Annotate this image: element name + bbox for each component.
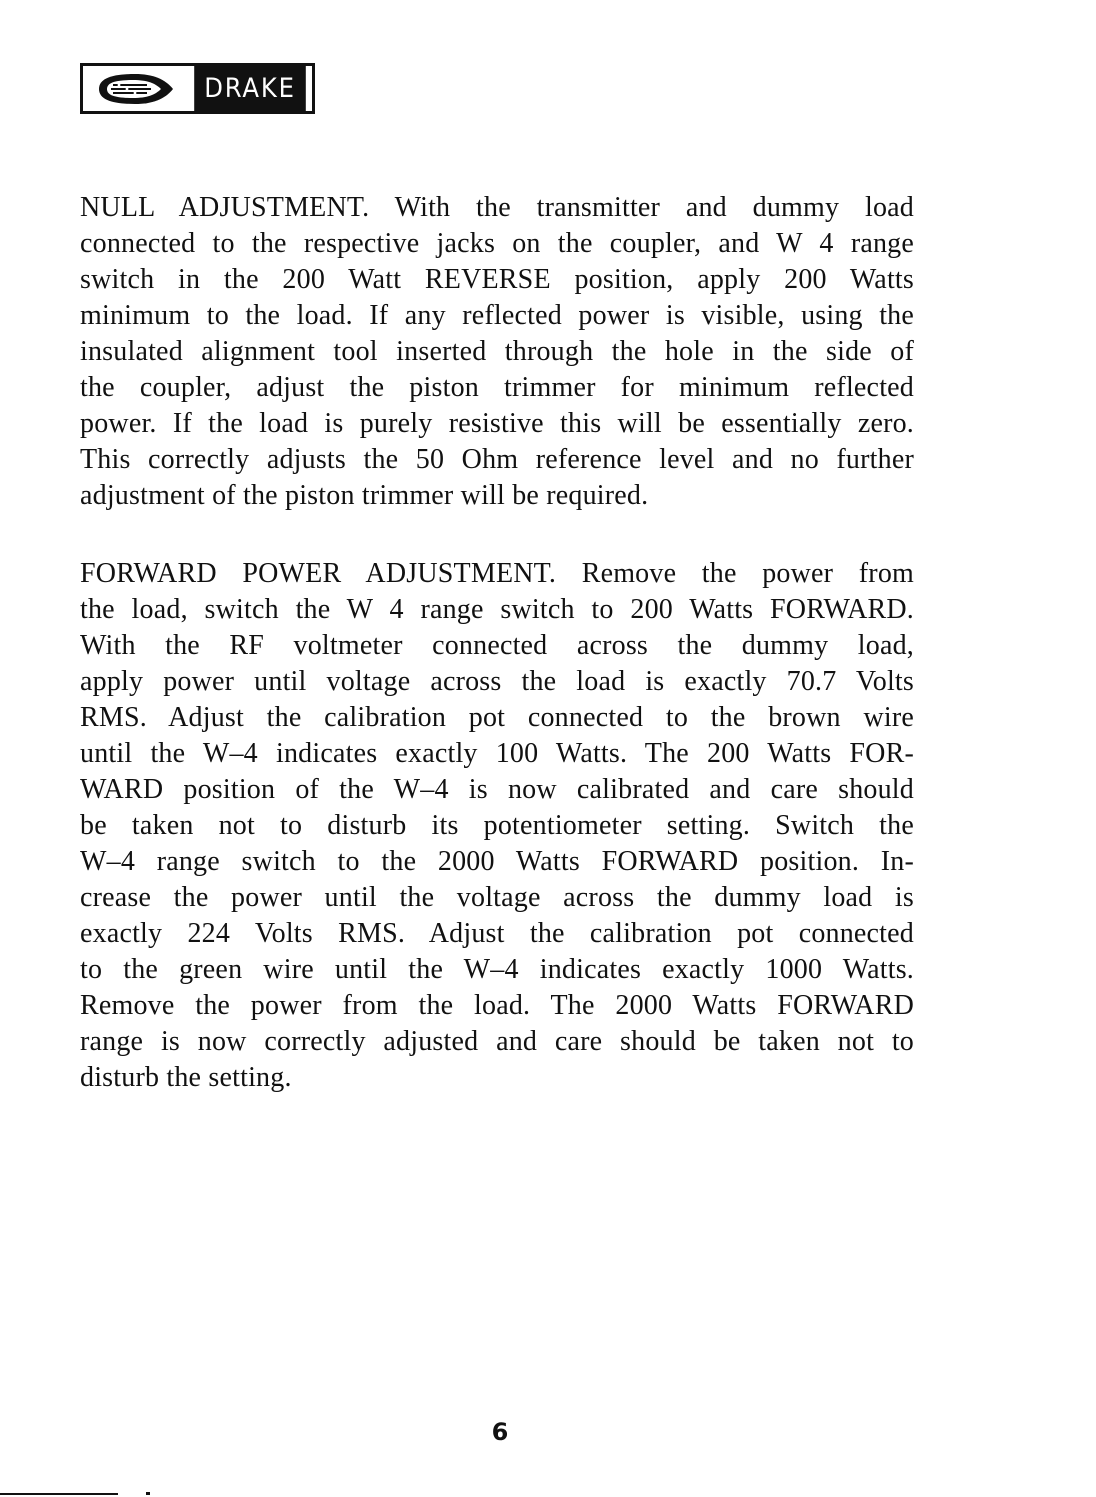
scan-speck bbox=[146, 1492, 150, 1495]
text-line: connected to the respective jacks on the coupler, and W 4 range bbox=[80, 228, 914, 259]
text-line: until the W–4 indicates exactly 100 Watts. The 200 Watts FOR- bbox=[80, 738, 914, 769]
text-line: WARD position of the W–4 is now calibrated and care should bbox=[80, 774, 914, 805]
footer-rule bbox=[0, 1493, 118, 1495]
text-line: This correctly adjusts the 50 Ohm reference level and no further bbox=[80, 444, 914, 475]
brand-name: DRAKE bbox=[194, 66, 306, 111]
drake-emblem-icon bbox=[83, 66, 188, 111]
text-line: switch in the 200 Watt REVERSE position, apply 200 Watts bbox=[80, 264, 914, 295]
text-line: Remove the power from the load. The 2000 Watts FORWARD bbox=[80, 990, 914, 1021]
text-line: minimum to the load. If any reflected power is visible, using the bbox=[80, 300, 914, 331]
text-line: the load, switch the W 4 range switch to 200 Watts FORWARD. bbox=[80, 594, 914, 625]
text-line: disturb the setting. bbox=[80, 1062, 292, 1093]
forward-power-adjustment-paragraph bbox=[80, 556, 914, 1096]
text-line: With the RF voltmeter connected across the dummy load, bbox=[80, 630, 914, 661]
text-line: be taken not to disturb its potentiometer setting. Switch the bbox=[80, 810, 914, 841]
text-line: exactly 224 Volts RMS. Adjust the calibration pot connected bbox=[80, 918, 914, 949]
page-number: 6 bbox=[491, 1418, 509, 1446]
text-line: crease the power until the voltage across the dummy load is bbox=[80, 882, 914, 913]
text-line: adjustment of the piston trimmer will be required. bbox=[80, 480, 649, 511]
text-line: NULL ADJUSTMENT. With the transmitter and dummy load bbox=[80, 192, 914, 223]
text-line: power. If the load is purely resistive this will be essentially zero. bbox=[80, 408, 914, 439]
text-line: the coupler, adjust the piston trimmer for minimum reflected bbox=[80, 372, 914, 403]
text-line: FORWARD POWER ADJUSTMENT. Remove the power from bbox=[80, 558, 914, 589]
text-line: RMS. Adjust the calibration pot connected to the brown wire bbox=[80, 702, 914, 733]
drake-logo bbox=[80, 63, 315, 114]
text-line: insulated alignment tool inserted through the hole in the side of bbox=[80, 336, 914, 367]
text-line: W–4 range switch to the 2000 Watts FORWARD position. In- bbox=[80, 846, 914, 877]
text-line: apply power until voltage across the load is exactly 70.7 Volts bbox=[80, 666, 914, 697]
null-adjustment-paragraph bbox=[80, 190, 914, 514]
text-line: range is now correctly adjusted and care should be taken not to bbox=[80, 1026, 914, 1057]
text-line: to the green wire until the W–4 indicates exactly 1000 Watts. bbox=[80, 954, 914, 985]
